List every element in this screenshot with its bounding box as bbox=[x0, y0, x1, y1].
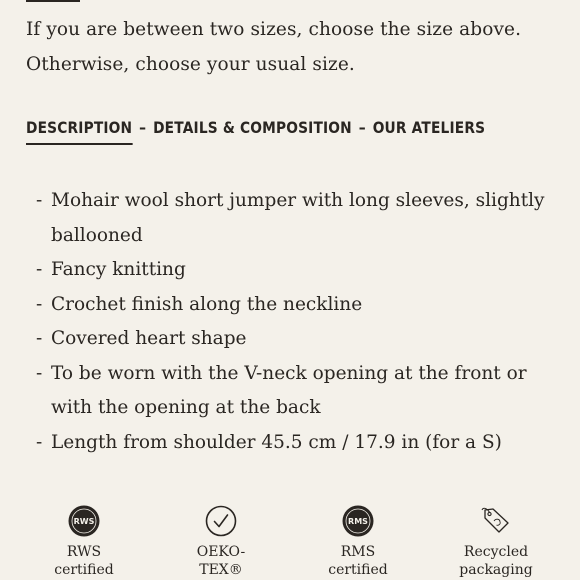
description-list bbox=[36, 184, 566, 460]
oeko-tex-check-icon bbox=[204, 504, 238, 538]
cert-oeko-tex-label: OEKO- TEX® bbox=[196, 544, 246, 578]
cert-oeko-tex bbox=[166, 500, 276, 579]
rws-seal-icon bbox=[67, 504, 101, 538]
description-item: - Crochet finish along the neckline bbox=[36, 288, 566, 323]
tab-separator: – bbox=[139, 118, 147, 137]
rms-seal-text: RMS bbox=[348, 517, 368, 526]
cert-recycled-packaging bbox=[441, 500, 551, 579]
cert-recycled-packaging-label: Recycled packaging bbox=[459, 544, 533, 578]
tab-description[interactable]: DESCRIPTION bbox=[26, 118, 132, 145]
cert-rms-label: RMS certified bbox=[328, 544, 388, 578]
tab-our-ateliers[interactable]: OUR ATELIERS bbox=[372, 118, 486, 137]
size-advice-line-1: If you are between two sizes, choose the size above. bbox=[26, 19, 522, 40]
cert-rms bbox=[303, 500, 413, 579]
tab-separator: – bbox=[358, 118, 366, 137]
product-info-tabs bbox=[26, 118, 485, 145]
description-item: - Covered heart shape bbox=[36, 322, 566, 357]
rws-seal-text: RWS bbox=[73, 517, 95, 526]
description-item: - To be worn with the V-neck opening at the front or with the opening at the back bbox=[36, 357, 566, 426]
tab-details-composition[interactable]: DETAILS & COMPOSITION bbox=[153, 118, 352, 137]
certifications-row bbox=[0, 500, 580, 580]
top-divider bbox=[26, 0, 80, 2]
size-advice bbox=[26, 12, 566, 82]
description-item: - Mohair wool short jumper with long sleeves, slightly ballooned bbox=[36, 184, 566, 253]
description-item: - Length from shoulder 45.5 cm / 17.9 in (for a S) bbox=[36, 426, 566, 461]
recycled-tag-icon bbox=[479, 504, 513, 538]
description-item: - Fancy knitting bbox=[36, 253, 566, 288]
cert-rws-label: RWS certified bbox=[54, 544, 114, 578]
rms-seal-icon bbox=[341, 504, 375, 538]
cert-rws bbox=[29, 500, 139, 579]
size-advice-line-2: Otherwise, choose your usual size. bbox=[26, 54, 355, 75]
